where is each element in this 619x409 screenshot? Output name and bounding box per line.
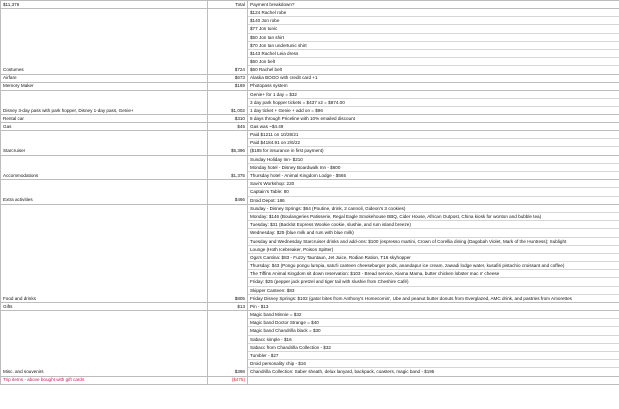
details-cell[interactable]: [248, 311, 619, 377]
table-row: [1, 155, 619, 180]
detail-line: Tumbler - $27: [248, 352, 619, 360]
table-row: [1, 90, 619, 115]
detail-line: Droid personality chip - $16: [248, 360, 619, 368]
details-cell[interactable]: [248, 131, 619, 156]
detail-line: Droid Depot: 186: [250, 197, 285, 203]
detail-line: The Tiffins Animal Kingdom sit down reservation: $103 - Bread service, Kiama Mama, butter chicken lobster mac n' cheese: [248, 270, 619, 278]
header-row: [1, 1, 619, 9]
detail-line: Friday Disney Springs: $102 (gator bites from Anthony's Homecomin', Ube and peanut butter donuts from Everglazed, AMC drink, and pastries from Amorettes: [250, 295, 572, 301]
detail-line: Sunday - Disney Springs: $64 (Poutine, drink, 2 cannoli, Gideon's 3 cookies): [248, 205, 619, 213]
category-cell[interactable]: Extra activities: [1, 180, 208, 205]
amount-cell[interactable]: $169: [208, 82, 248, 90]
detail-line: Lounge (Hoth Icebreaker, Poison Spitter): [248, 246, 619, 254]
details-cell[interactable]: Gas was ~$4.49: [248, 123, 619, 131]
detail-line: $60 Rachel belt: [250, 67, 282, 73]
details-cell[interactable]: Alaska BOGO with credit card +1: [248, 74, 619, 82]
table-row: [1, 204, 619, 302]
category-cell[interactable]: Memory Maker: [1, 82, 208, 90]
category-cell[interactable]: Disney 3-day pass with park hopper, Disney 1-day pass, Genie+: [1, 90, 208, 115]
detail-line: Thursday: $43 (Pongu pongu lumpia, satu'li canteen cheeseburger pods, anandapur ice cream, zawadi lodge water, kusafiri pistachio croissant and coffee): [248, 262, 619, 270]
category-cell[interactable]: Misc. and souvenirs: [1, 311, 208, 377]
table-row: [1, 123, 619, 131]
category-cell[interactable]: Rental car: [1, 115, 208, 123]
detail-line: 3 day park hopper tickets = $437 x2 = $874.00: [248, 99, 619, 107]
total-label-cell[interactable]: Total: [208, 1, 248, 9]
details-cell[interactable]: [248, 90, 619, 115]
detail-line: Tuesday and Wednesday Starcruiser drinks and add-ons: $100 (espresso martini, Crown of Corellia dining (Dagobah Violet, Mark of the Huntress); Sublight: [248, 238, 619, 246]
detail-line: Thursday hotel - Animal Kingdom Lodge - $565: [250, 173, 347, 178]
category-cell[interactable]: Airfare: [1, 74, 208, 82]
detail-line: Wednesday: $25 (blue milk and rum with blue milk): [248, 229, 619, 237]
detail-line: Magic band Chandrilla black = $30: [248, 327, 619, 335]
detail-line: Chandrilla Collection: Saber sheath, delux lanyard, backpack, coasters, magic band - $195: [250, 369, 435, 375]
table-row: [1, 131, 619, 156]
table-row: [1, 115, 619, 123]
table-row: [1, 74, 619, 82]
detail-line: Friday: $25 (pepper jack pretzel and tiger tail with slushie from Cheshire Café): [248, 278, 619, 286]
category-cell[interactable]: Gifts: [1, 303, 208, 311]
category-cell[interactable]: Gas: [1, 123, 208, 131]
detail-line: $140 Jon robe: [248, 17, 619, 25]
detail-line: Oga's Cantina: $83 - Fuzzy Tauntaun, Jet Juice, Rodian Ration, T16 skyhopper: [248, 254, 619, 262]
detail-line: Monday: $146 (Boulangeries Patisserie, Regal Eagle Smokehouse BBQ, Cider House, African Outpost, China kiosk for wonton and bubble tea): [248, 213, 619, 221]
detail-line: 1 day ticket + Genie + add on = $96: [250, 107, 323, 113]
amount-cell[interactable]: $398: [208, 311, 248, 377]
amount-cell[interactable]: $805: [208, 204, 248, 302]
amount-cell[interactable]: $1,375: [208, 155, 248, 180]
detail-line: Captain's Table: 80: [248, 188, 619, 196]
detail-line: Monday hotel - Disney Boardwalk Inn - $600: [248, 164, 619, 172]
detail-line: Tuesday: $31 (Backlot Express Wookie cookie, slushie, and rum island breeze): [248, 221, 619, 229]
detail-line: Sabacc simple - $16: [248, 336, 619, 344]
detail-line: $70 Jon tan undertunic shirt: [248, 42, 619, 50]
detail-line: Paid $1211 on 10/28/21: [248, 131, 619, 139]
detail-line: $143 Rachel Leia dress: [248, 50, 619, 58]
amount-cell[interactable]: $5,396: [208, 131, 248, 156]
table-row: [1, 9, 619, 75]
details-cell[interactable]: [248, 155, 619, 180]
amount-cell[interactable]: $673: [208, 74, 248, 82]
table-row: [1, 82, 619, 90]
detail-line: ($185 for insurance in first payment): [250, 148, 324, 154]
details-cell[interactable]: [248, 180, 619, 205]
details-cell[interactable]: 8 days through Priceline with 10% emailed discount: [248, 115, 619, 123]
table-row: [1, 180, 619, 205]
category-cell[interactable]: Accommodations: [1, 155, 208, 180]
category-cell[interactable]: Costumes: [1, 9, 208, 75]
category-cell[interactable]: Food and drinks: [1, 204, 208, 302]
detail-line: Paid $4184.91 on 2/6/22: [248, 139, 619, 147]
detail-line: Sabacc from Chandrilla Collection - $32: [248, 344, 619, 352]
amount-cell[interactable]: $45: [208, 123, 248, 131]
category-cell[interactable]: Trip items - above bought with gift cards: [1, 376, 208, 384]
amount-cell[interactable]: $724: [208, 9, 248, 75]
detail-line: Magic band Minnie = $32: [248, 311, 619, 319]
category-cell[interactable]: Starcruiser: [1, 131, 208, 156]
amount-cell[interactable]: $13: [208, 303, 248, 311]
amount-cell[interactable]: ($475): [208, 376, 248, 384]
detail-line: $124 Rachel robe: [248, 9, 619, 17]
detail-line: $77 Jon tunic: [248, 25, 619, 33]
details-cell[interactable]: Photopass system: [248, 82, 619, 90]
amount-cell[interactable]: $466: [208, 180, 248, 205]
details-cell[interactable]: [248, 9, 619, 75]
detail-line: Skipper Canteen: $83: [248, 287, 619, 295]
breakdown-header-cell[interactable]: Payment breakdown?: [248, 1, 619, 9]
detail-line: Magic band Doctor Strange = $40: [248, 319, 619, 327]
details-cell[interactable]: Pin - $13: [248, 303, 619, 311]
total-amount-cell[interactable]: $11,376: [1, 1, 208, 9]
table-row: [1, 303, 619, 311]
details-cell[interactable]: [248, 204, 619, 302]
details-cell[interactable]: [248, 376, 619, 384]
detail-line: $60 Jon belt: [248, 58, 619, 66]
detail-line: Sunday Holiday Inn- $210: [248, 156, 619, 164]
amount-cell[interactable]: $1,002: [208, 90, 248, 115]
detail-line: Genie+ for 1 day = $32: [248, 91, 619, 99]
table-row: [1, 376, 619, 384]
detail-line: $50 Jon tan shirt: [248, 34, 619, 42]
amount-cell[interactable]: $310: [208, 115, 248, 123]
detail-line: Savi's Workshop: 220: [248, 180, 619, 188]
table-row: [1, 311, 619, 377]
